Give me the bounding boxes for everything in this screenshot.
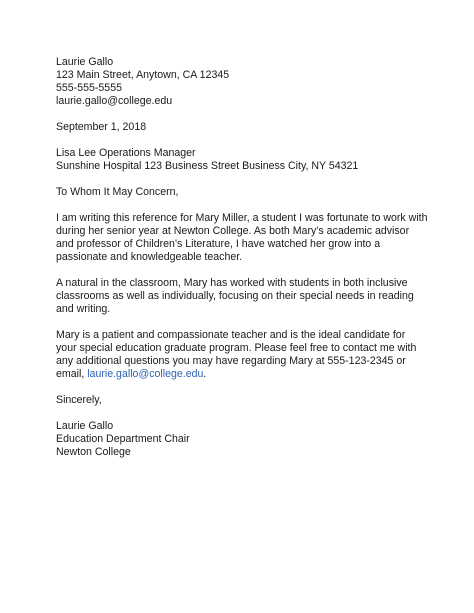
body-paragraph-2: A natural in the classroom, Mary has worked with students in both inclusive classrooms as well as individually, focusing on their special needs in reading and writing. (56, 277, 414, 315)
body-paragraph-1: I am writing this reference for Mary Miller, a student I was fortunate to work with during her senior year at Newton College. As both Mary’s academic advisor and professor of Children's Literature, I have watched her grow into a passionate and knowledgeable teacher. (56, 212, 428, 263)
sender-address: 123 Main Street, Anytown, CA 12345 (56, 69, 230, 81)
salutation-block (56, 186, 428, 199)
body-paragraph-3-text: Mary is a patient and compassionate teacher and is the ideal candidate for your special education graduate program. Please feel free to contact me with any additional questions you may have regarding Mary at 555-123-2345 or email, (56, 329, 417, 380)
recipient-line-2: Sunshine Hospital 123 Business Street Business City, NY 54321 (56, 160, 359, 172)
signature-name: Laurie Gallo (56, 420, 114, 432)
sender-name: Laurie Gallo (56, 56, 114, 68)
body-paragraph-3-end: . (203, 368, 207, 380)
sender-block (56, 56, 428, 108)
signature-institution: Newton College (56, 446, 131, 458)
signature-title: Education Department Chair (56, 433, 190, 445)
contact-email-link[interactable]: laurie.gallo@college.edu (87, 368, 204, 380)
recipient-block (56, 147, 428, 173)
letter-page (56, 56, 428, 472)
salutation: To Whom It May Concern, (56, 186, 179, 198)
closing-block (56, 394, 428, 407)
date-block (56, 121, 428, 134)
letter-date: September 1, 2018 (56, 121, 147, 133)
closing: Sincerely, (56, 394, 102, 406)
sender-phone: 555-555-5555 (56, 82, 122, 94)
body-paragraph-3 (56, 329, 428, 381)
signature-block (56, 420, 428, 459)
recipient-line-1: Lisa Lee Operations Manager (56, 147, 196, 159)
sender-email: laurie.gallo@college.edu (56, 95, 173, 107)
